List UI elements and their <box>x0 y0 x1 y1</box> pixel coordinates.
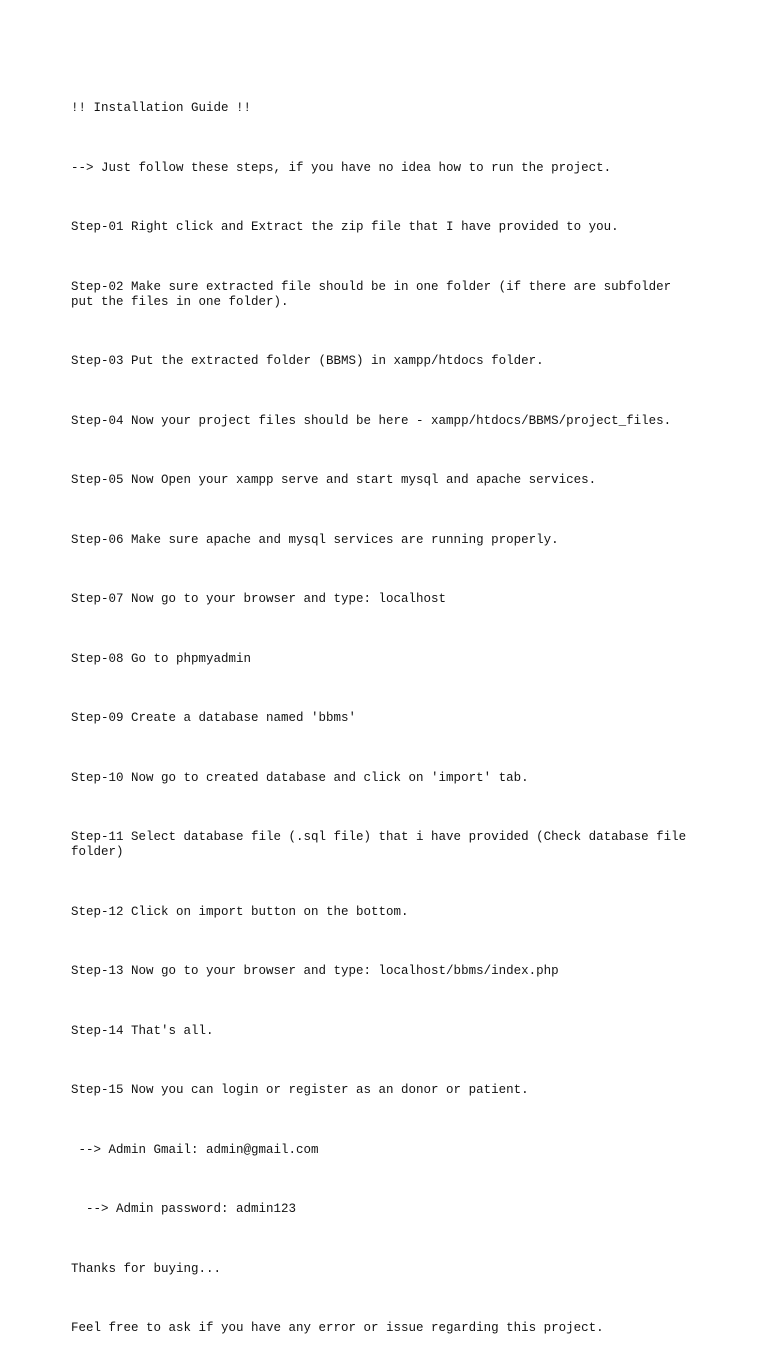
step-02: Step-02 Make sure extracted file should be in one folder (if there are subfolder put the files in one folder). <box>71 279 672 309</box>
step-13: Step-13 Now go to your browser and type: localhost/bbms/index.php <box>71 964 559 978</box>
step-01: Step-01 Right click and Extract the zip file that I have provided to you. <box>71 220 619 234</box>
step-10: Step-10 Now go to created database and click on 'import' tab. <box>71 770 529 785</box>
step-03: Step-03 Put the extracted folder (BBMS) in xampp/htdocs folder. <box>71 354 544 368</box>
step-11: Step-11 Select database file (.sql file) that i have provided (Check database file folder) <box>71 830 687 859</box>
step-09: Step-09 Create a database named 'bbms' <box>71 711 357 725</box>
closing-line: Feel free to ask if you have any error or issue regarding this project. <box>71 1321 604 1335</box>
intro-line: --> Just follow these steps, if you have no idea how to run the project. <box>71 160 612 175</box>
step-05: Step-05 Now Open your xampp serve and start mysql and apache services. <box>71 473 597 487</box>
step-12: Step-12 Click on import button on the bottom. <box>71 904 409 919</box>
step-14: Step-14 That's all. <box>71 1023 214 1038</box>
step-06: Step-06 Make sure apache and mysql services are running properly. <box>71 532 559 547</box>
thanks-line: Thanks for buying... <box>71 1261 222 1276</box>
step-04: Step-04 Now your project files should be here - xampp/htdocs/BBMS/project_files. <box>71 413 672 428</box>
document-body <box>71 71 701 1366</box>
step-15: Step-15 Now you can login or register as an donor or patient. <box>71 1083 529 1097</box>
admin-gmail-line: --> Admin Gmail: admin@gmail.com <box>71 1142 319 1157</box>
admin-password-line: --> Admin password: admin123 <box>71 1202 297 1216</box>
document-title: !! Installation Guide !! <box>71 101 252 115</box>
step-07: Step-07 Now go to your browser and type: localhost <box>71 592 447 606</box>
step-08: Step-08 Go to phpmyadmin <box>71 651 252 666</box>
